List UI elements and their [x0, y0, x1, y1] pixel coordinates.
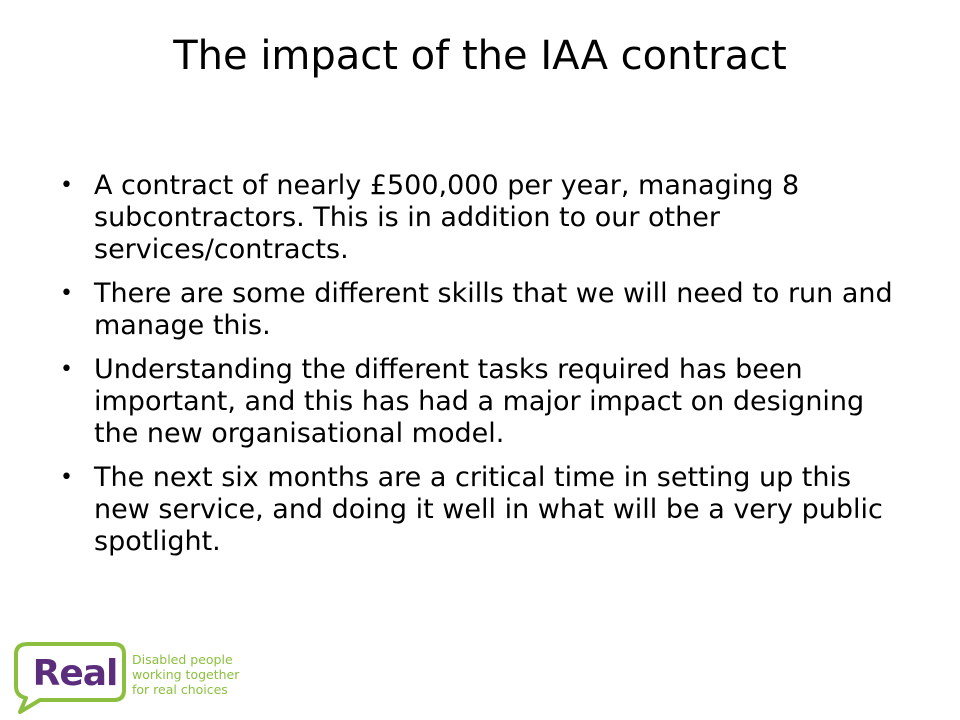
logo-tagline [132, 652, 246, 697]
bullet-text: Understanding the different tasks required has been important, and this has had a major impact on designing the new organisational model. [94, 354, 865, 449]
bullet-icon: • [60, 173, 73, 198]
bullet-text: The next six months are a critical time in setting up this new service, and doing it well in what will be a very public spotlight. [94, 462, 883, 557]
bullet-item [60, 278, 900, 342]
bullet-icon: • [60, 465, 73, 490]
real-logo [10, 638, 246, 714]
logo-tagline-line: for real choices [132, 682, 228, 697]
bullet-text: There are some different skills that we will need to run and manage this. [94, 278, 893, 341]
bullet-icon: • [60, 357, 73, 382]
bullet-text: A contract of nearly £500,000 per year, managing 8 subcontractors. This is in addition to our other services/contracts. [94, 170, 800, 265]
bullet-item [60, 462, 900, 558]
bullet-icon: • [60, 281, 73, 306]
logo-tagline-line: working together [132, 667, 240, 682]
logo-tagline-line: Disabled people [132, 652, 233, 667]
logo-wordmark: Real [32, 653, 118, 694]
slide-title: The impact of the IAA contract [173, 33, 787, 79]
bullet-list [60, 170, 900, 570]
bullet-item [60, 354, 900, 450]
bullet-item [60, 170, 900, 266]
